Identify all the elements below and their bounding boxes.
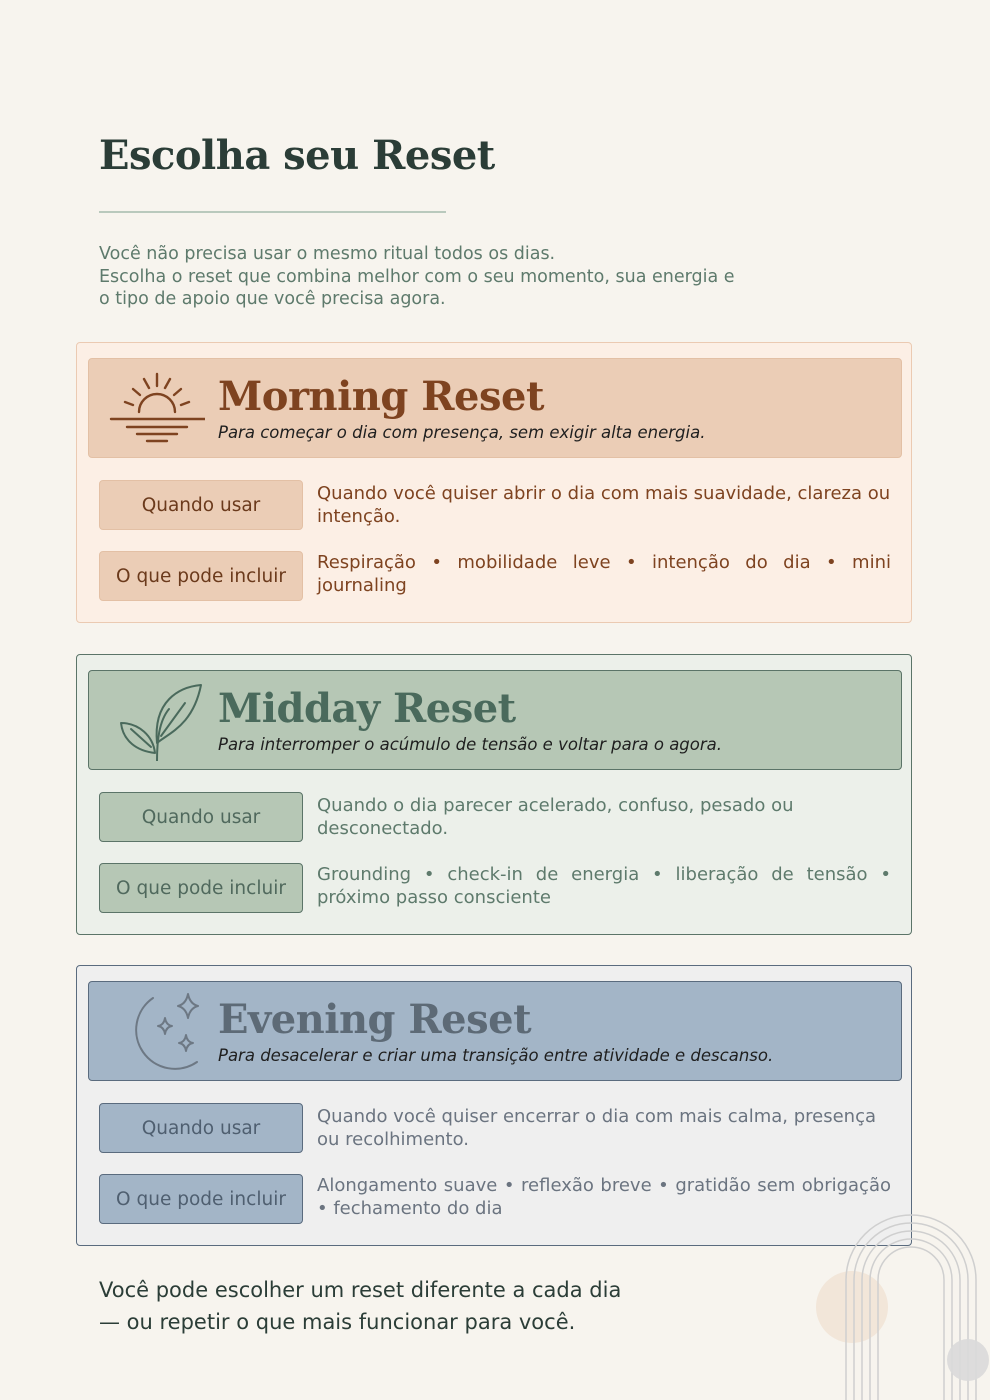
intro-line: Escolha o reset que combina melhor com o seu momento, sua energia e — [99, 266, 735, 287]
intro-line: o tipo de apoio que você precisa agora. — [99, 289, 446, 309]
morning-when-text: Quando você quiser abrir o dia com mais suavidade, clareza ou intenção. — [317, 483, 891, 527]
decorative-arches-icon — [800, 1200, 990, 1400]
evening-include-label: O que pode incluir — [99, 1174, 303, 1224]
morning-include-text: Respiração • mobilidade leve • intenção do dia • mini journaling — [317, 552, 891, 596]
footer-line: Você pode escolher um reset diferente a cada dia — [99, 1278, 622, 1302]
evening-reset-header — [88, 981, 902, 1081]
morning-reset-subtitle: Para começar o dia com presença, sem exigir alta energia. — [218, 423, 706, 442]
midday-include-text: Grounding • check-in de energia • liberação de tensão • próximo passo consciente — [317, 864, 891, 908]
evening-when-label: Quando usar — [99, 1103, 303, 1153]
morning-reset-header — [88, 358, 902, 458]
midday-when-label: Quando usar — [99, 792, 303, 842]
midday-reset-card — [76, 654, 912, 935]
morning-reset-title: Morning Reset — [218, 373, 544, 420]
evening-include-text: Alongamento suave • reflexão breve • gratidão sem obrigação • fechamento do dia — [317, 1175, 891, 1219]
sunrise-icon — [109, 369, 205, 449]
midday-reset-subtitle: Para interromper o acúmulo de tensão e voltar para o agora. — [218, 735, 723, 754]
leaf-icon — [109, 681, 205, 761]
footer-note — [99, 1275, 739, 1338]
intro-line: Você não precisa usar o mesmo ritual todos os dias. — [99, 244, 556, 264]
footer-line: — ou repetir o que mais funcionar para você. — [99, 1309, 576, 1334]
midday-reset-header — [88, 670, 902, 770]
intro-text — [99, 243, 819, 311]
midday-when-text: Quando o dia parecer acelerado, confuso, pesado ou desconectado. — [317, 795, 794, 839]
page-title: Escolha seu Reset — [99, 132, 495, 179]
morning-when-label: Quando usar — [99, 480, 303, 530]
title-divider — [99, 211, 446, 213]
evening-reset-card — [76, 965, 912, 1246]
evening-reset-subtitle: Para desacelerar e criar uma transição entre atividade e descanso. — [218, 1046, 774, 1065]
evening-reset-title: Evening Reset — [218, 996, 532, 1043]
moon-stars-icon — [109, 992, 205, 1072]
morning-include-label: O que pode incluir — [99, 551, 303, 601]
evening-when-text: Quando você quiser encerrar o dia com mais calma, presença ou recolhimento. — [317, 1106, 877, 1150]
midday-reset-title: Midday Reset — [218, 685, 516, 732]
morning-reset-card — [76, 342, 912, 623]
midday-include-label: O que pode incluir — [99, 863, 303, 913]
